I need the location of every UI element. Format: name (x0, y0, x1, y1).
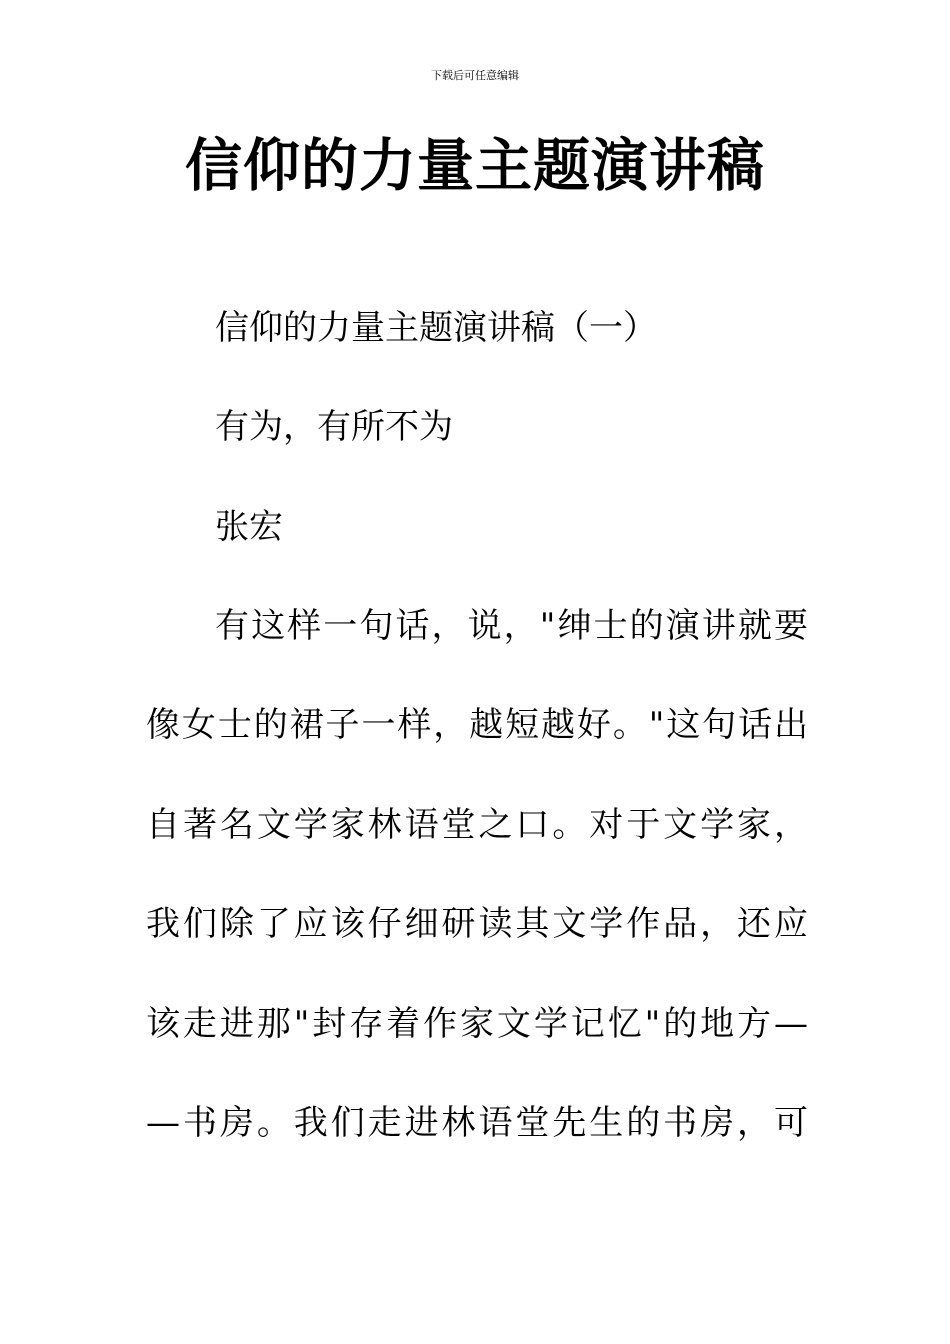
body-line: 我们除了应该仔细研读其文学作品，还应 (146, 904, 808, 944)
body-line: 自著名文学家林语堂之口。对于文学家， (146, 805, 808, 845)
body-line: 有这样一句话，说，"绅士的演讲就要 (215, 606, 808, 646)
body-line: 像女士的裙子一样，越短越好。"这句话出 (146, 705, 808, 745)
body-line: —书房。我们走进林语堂先生的书房，可 (146, 1103, 808, 1143)
author-name: 张宏 (215, 507, 283, 547)
header-note: 下载后可任意编辑 (431, 69, 519, 82)
subtitle: 信仰的力量主题演讲稿（一） (215, 308, 657, 348)
speech-title: 有为，有所不为 (215, 407, 453, 447)
body-line: 该走进那"封存着作家文学记忆"的地方— (146, 1004, 808, 1044)
document-title: 信仰的力量主题演讲稿 (185, 133, 765, 199)
